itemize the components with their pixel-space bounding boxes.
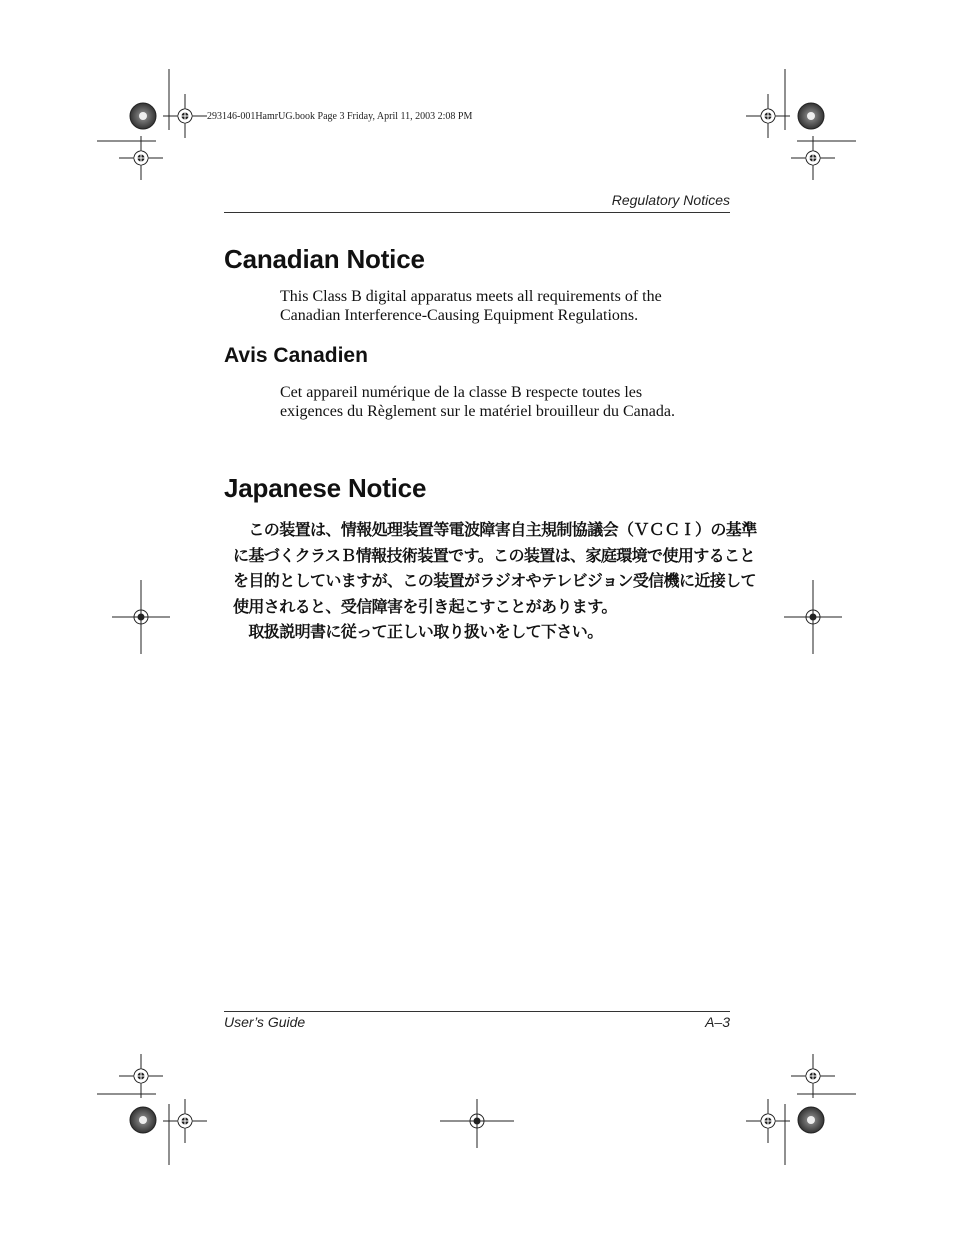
japanese-notice-line: を目的としていますが、この装置がラジオやテレビジョン受信機に近接して	[233, 571, 756, 590]
japanese-notice-body	[233, 517, 757, 645]
avis-canadien-line: Cet appareil numérique de la classe B respecte toutes les	[280, 384, 643, 401]
page-number: A–3	[705, 1014, 730, 1030]
crop-mark-top-left	[97, 69, 207, 180]
canadian-notice-line: Canadian Interference-Causing Equipment Regulations.	[280, 307, 639, 324]
japanese-notice-heading: Japanese Notice	[224, 473, 427, 503]
crop-mark-bottom-right	[746, 1054, 856, 1165]
crop-mark-bottom-left	[97, 1054, 207, 1165]
header-rule	[224, 212, 730, 213]
japanese-notice-line: 取扱説明書に従って正しい取り扱いをして下さい。	[233, 622, 603, 641]
print-slug: 293146-001HamrUG.book Page 3 Friday, April 11, 2003 2:08 PM	[207, 111, 473, 122]
crop-mark-bottom-center	[440, 1099, 514, 1148]
japanese-notice-line: この装置は、情報処理装置等電波障害自主規制協議会（ＶＣＣＩ）の基準	[233, 520, 757, 539]
avis-canadien-heading: Avis Canadien	[224, 344, 368, 367]
footer-guide-title: User’s Guide	[224, 1014, 306, 1030]
canadian-notice-line: This Class B digital apparatus meets all requirements of the	[280, 288, 662, 305]
running-head: Regulatory Notices	[611, 192, 730, 208]
avis-canadien-body	[280, 383, 730, 421]
avis-canadien-line: exigences du Règlement sur le matériel brouilleur du Canada.	[280, 403, 675, 420]
japanese-notice-line: 使用されると、受信障害を引き起こすことがあります。	[233, 596, 617, 616]
japanese-notice-line: に基づくクラスＢ情報技術装置です。この装置は、家庭環境で使用すること	[233, 545, 755, 565]
canadian-notice-heading: Canadian Notice	[224, 244, 425, 274]
footer-rule	[224, 1011, 730, 1012]
canadian-notice-body	[280, 287, 730, 325]
crop-mark-top-right	[746, 69, 856, 180]
